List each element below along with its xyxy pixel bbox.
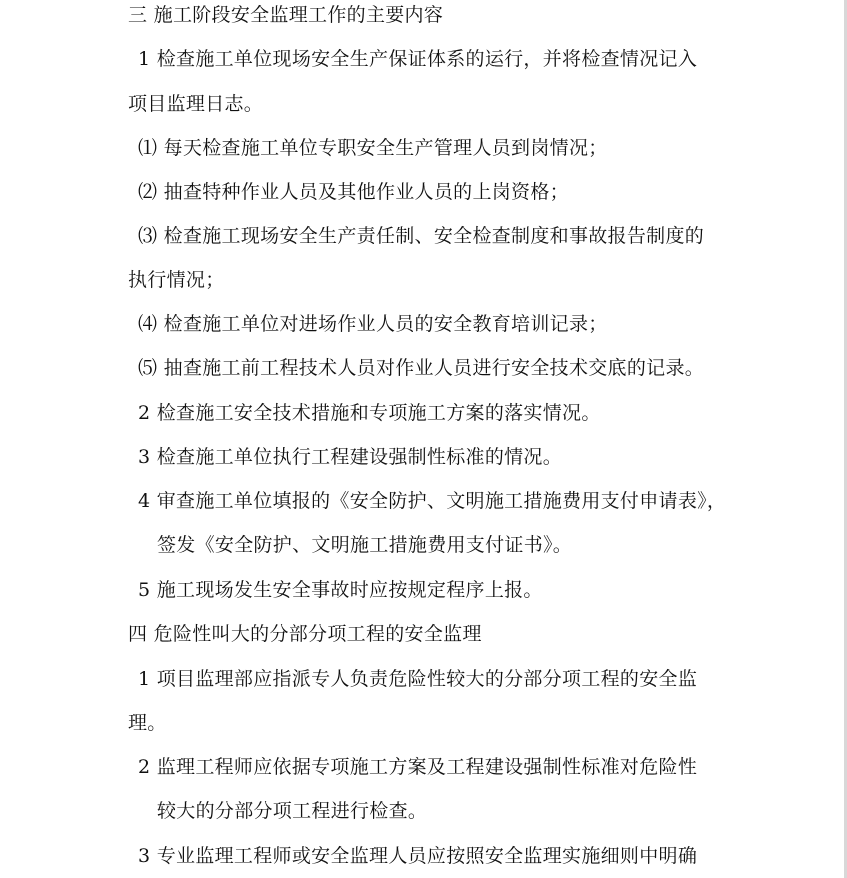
subitem-2: ⑵ 抽查特种作业人员及其他作业人员的上岗资格； <box>138 181 569 203</box>
sec4-item-1-line-2: 理。 <box>128 712 167 734</box>
subitem-4: ⑷ 检查施工单位对进场作业人员的安全教育培训记录； <box>138 313 608 335</box>
subitem-1: ⑴ 每天检查施工单位专职安全生产管理人员到岗情况； <box>138 137 608 159</box>
subitem-3-line-2: 执行情况； <box>128 269 225 291</box>
subitem-3-line-1: ⑶ 检查施工现场安全生产责任制、安全检查制度和事故报告制度的 <box>138 225 705 247</box>
item-2: 2 检查施工安全技术措施和专项施工方案的落实情况。 <box>138 402 601 424</box>
sec4-item-2-line-2: 较大的分部分项工程进行检查。 <box>157 800 428 822</box>
sec4-item-2-line-1: 2 监理工程师应依据专项施工方案及工程建设强制性标准对危险性 <box>138 756 698 778</box>
item-3: 3 检查施工单位执行工程建设强制性标准的情况。 <box>138 446 563 468</box>
sec4-item-3-line-1: 3 专业监理工程师或安全监理人员应按照安全监理实施细则中明确 <box>138 845 698 867</box>
section-heading-3: 三 施工阶段安全监理工作的主要内容 <box>128 4 444 26</box>
item-4-line-1: 4 审查施工单位填报的《安全防护、文明施工措施费用支付申请表》， <box>138 490 727 512</box>
subitem-5: ⑸ 抽查施工前工程技术人员对作业人员进行安全技术交底的记录。 <box>138 357 705 379</box>
item-1-line-1: 1 检查施工单位现场安全生产保证体系的运行，并将检查情况记入 <box>138 48 698 70</box>
section-heading-4: 四 危险性叫大的分部分项工程的安全监理 <box>128 623 482 645</box>
item-5: 5 施工现场发生安全事故时应按规定程序上报。 <box>138 579 543 601</box>
item-1-line-2: 项目监理日志。 <box>128 93 264 115</box>
item-4-line-2: 签发《安全防护、文明施工措施费用支付证书》。 <box>157 534 573 556</box>
sec4-item-1-line-1: 1 项目监理部应指派专人负责危险性较大的分部分项工程的安全监 <box>138 668 698 690</box>
